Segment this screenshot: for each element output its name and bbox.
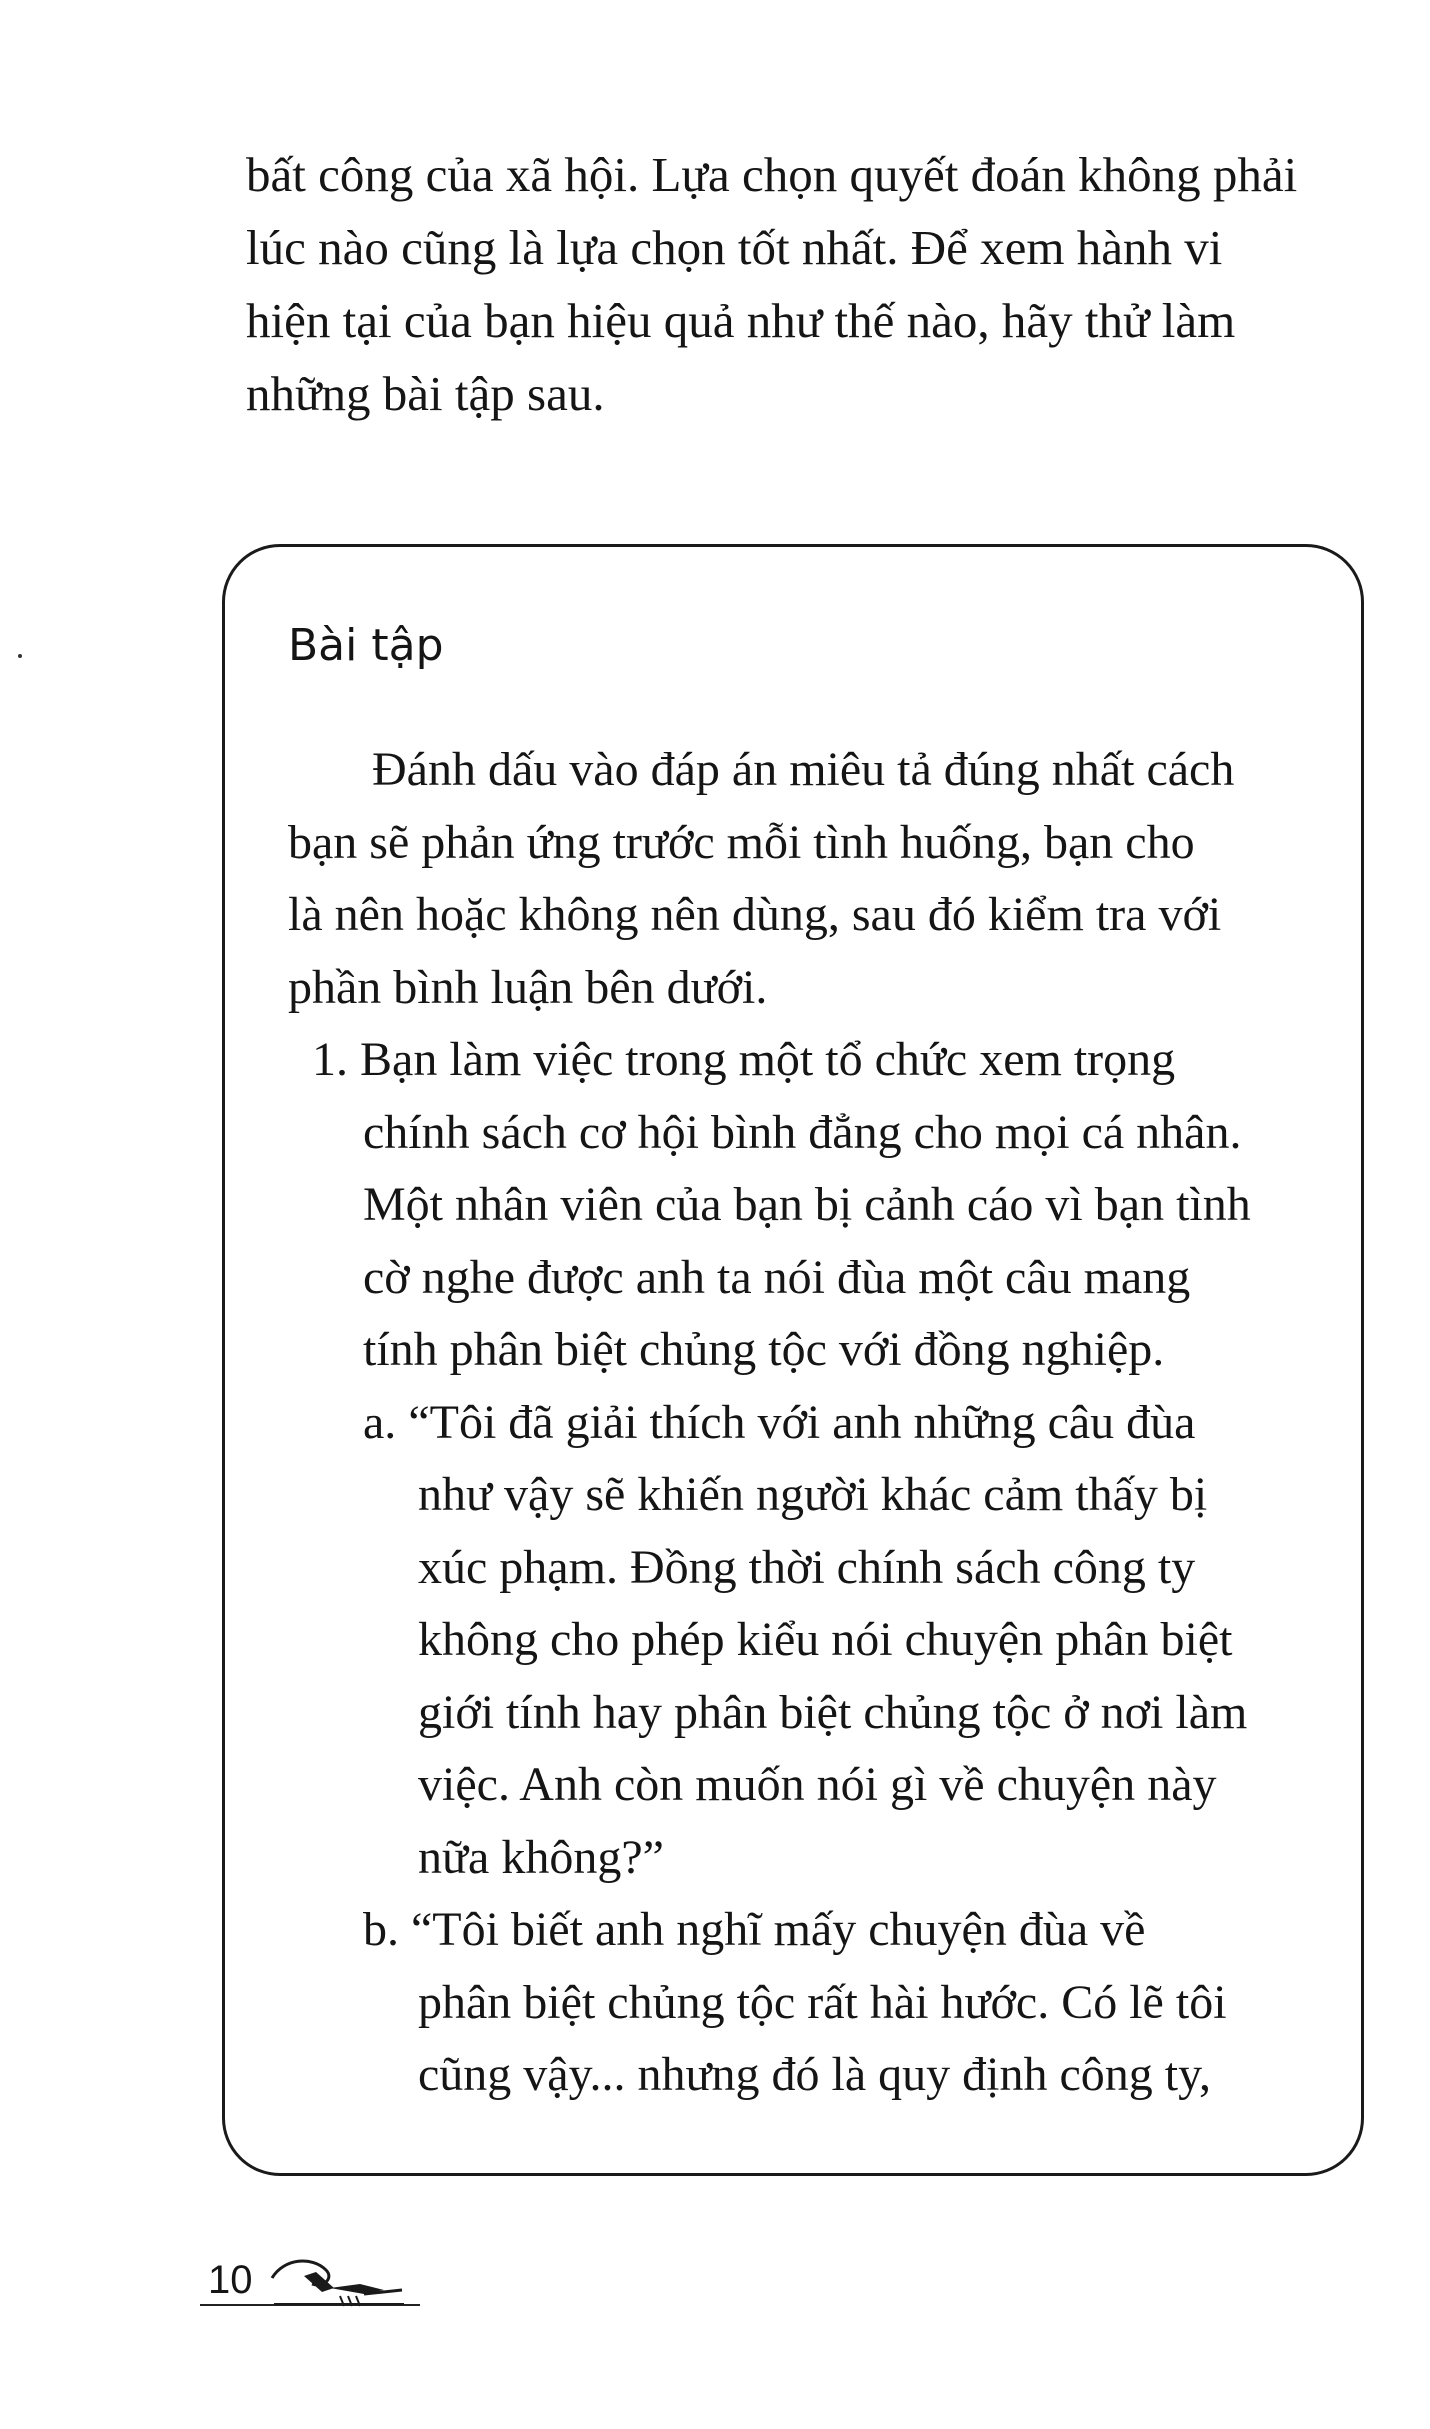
option-b-line: cũng vậy... nhưng đó là quy định công ty, — [418, 2048, 1212, 2101]
scan-speck — [18, 654, 22, 658]
option-a-line: việc. Anh còn muốn nói gì về chuyện này — [418, 1758, 1217, 1811]
option-b-line: “Tôi biết anh nghĩ mấy chuyện đùa về — [411, 1903, 1146, 1956]
intro-paragraph — [246, 138, 1386, 430]
question-line: Bạn làm việc trong một tổ chức xem trọng — [360, 1033, 1176, 1086]
question-number: 1. — [312, 1033, 348, 1086]
question-line: chính sách cơ hội bình đẳng cho mọi cá nhân. — [363, 1105, 1242, 1159]
option-b-first-line — [288, 1894, 1328, 1967]
instruction-line: phần bình luận bên dưới. — [288, 960, 768, 1014]
exercise-body — [288, 734, 1328, 2112]
option-a-line: như vậy sẽ khiến người khác cảm thấy bị — [418, 1468, 1208, 1521]
option-b-label: b. — [363, 1903, 399, 1956]
intro-line: hiện tại của bạn hiệu quả như thế nào, hãy thử làm — [246, 293, 1236, 348]
question-first-line — [288, 1024, 1328, 1097]
page-number: 10 — [208, 2258, 253, 2302]
instruction-line: bạn sẽ phản ứng trước mỗi tình huống, bạn cho — [288, 815, 1195, 869]
exercise-title: Bài tập — [288, 620, 444, 671]
option-a-line: không cho phép kiểu nói chuyện phân biệt — [418, 1613, 1233, 1666]
pen-nib-ornament-icon — [264, 2248, 414, 2310]
question-line: Một nhân viên của bạn bị cảnh cáo vì bạn tình — [363, 1178, 1251, 1231]
intro-line: bất công của xã hội. Lựa chọn quyết đoán không phải — [246, 147, 1298, 202]
instruction-line: là nên hoặc không nên dùng, sau đó kiểm tra với — [288, 888, 1222, 941]
option-a-first-line — [288, 1387, 1328, 1460]
instruction-line: Đánh dấu vào đáp án miêu tả đúng nhất cách — [372, 743, 1235, 796]
option-a-line: giới tính hay phân biệt chủng tộc ở nơi làm — [418, 1685, 1248, 1739]
option-b-line: phân biệt chủng tộc rất hài hước. Có lẽ tôi — [418, 1975, 1227, 2029]
option-a-line: “Tôi đã giải thích với anh những câu đùa — [408, 1395, 1196, 1449]
intro-line: lúc nào cũng là lựa chọn tốt nhất. Để xem hành vi — [246, 220, 1223, 275]
intro-line: những bài tập sau. — [246, 366, 605, 421]
option-a-label: a. — [363, 1395, 397, 1449]
question-line: cờ nghe được anh ta nói đùa một câu mang — [363, 1250, 1191, 1304]
question-line: tính phân biệt chủng tộc với đồng nghiệp. — [363, 1323, 1165, 1376]
page-footer — [200, 2242, 500, 2312]
option-a-line: nữa không?” — [418, 1830, 664, 1884]
option-a-line: xúc phạm. Đồng thời chính sách công ty — [418, 1540, 1196, 1594]
